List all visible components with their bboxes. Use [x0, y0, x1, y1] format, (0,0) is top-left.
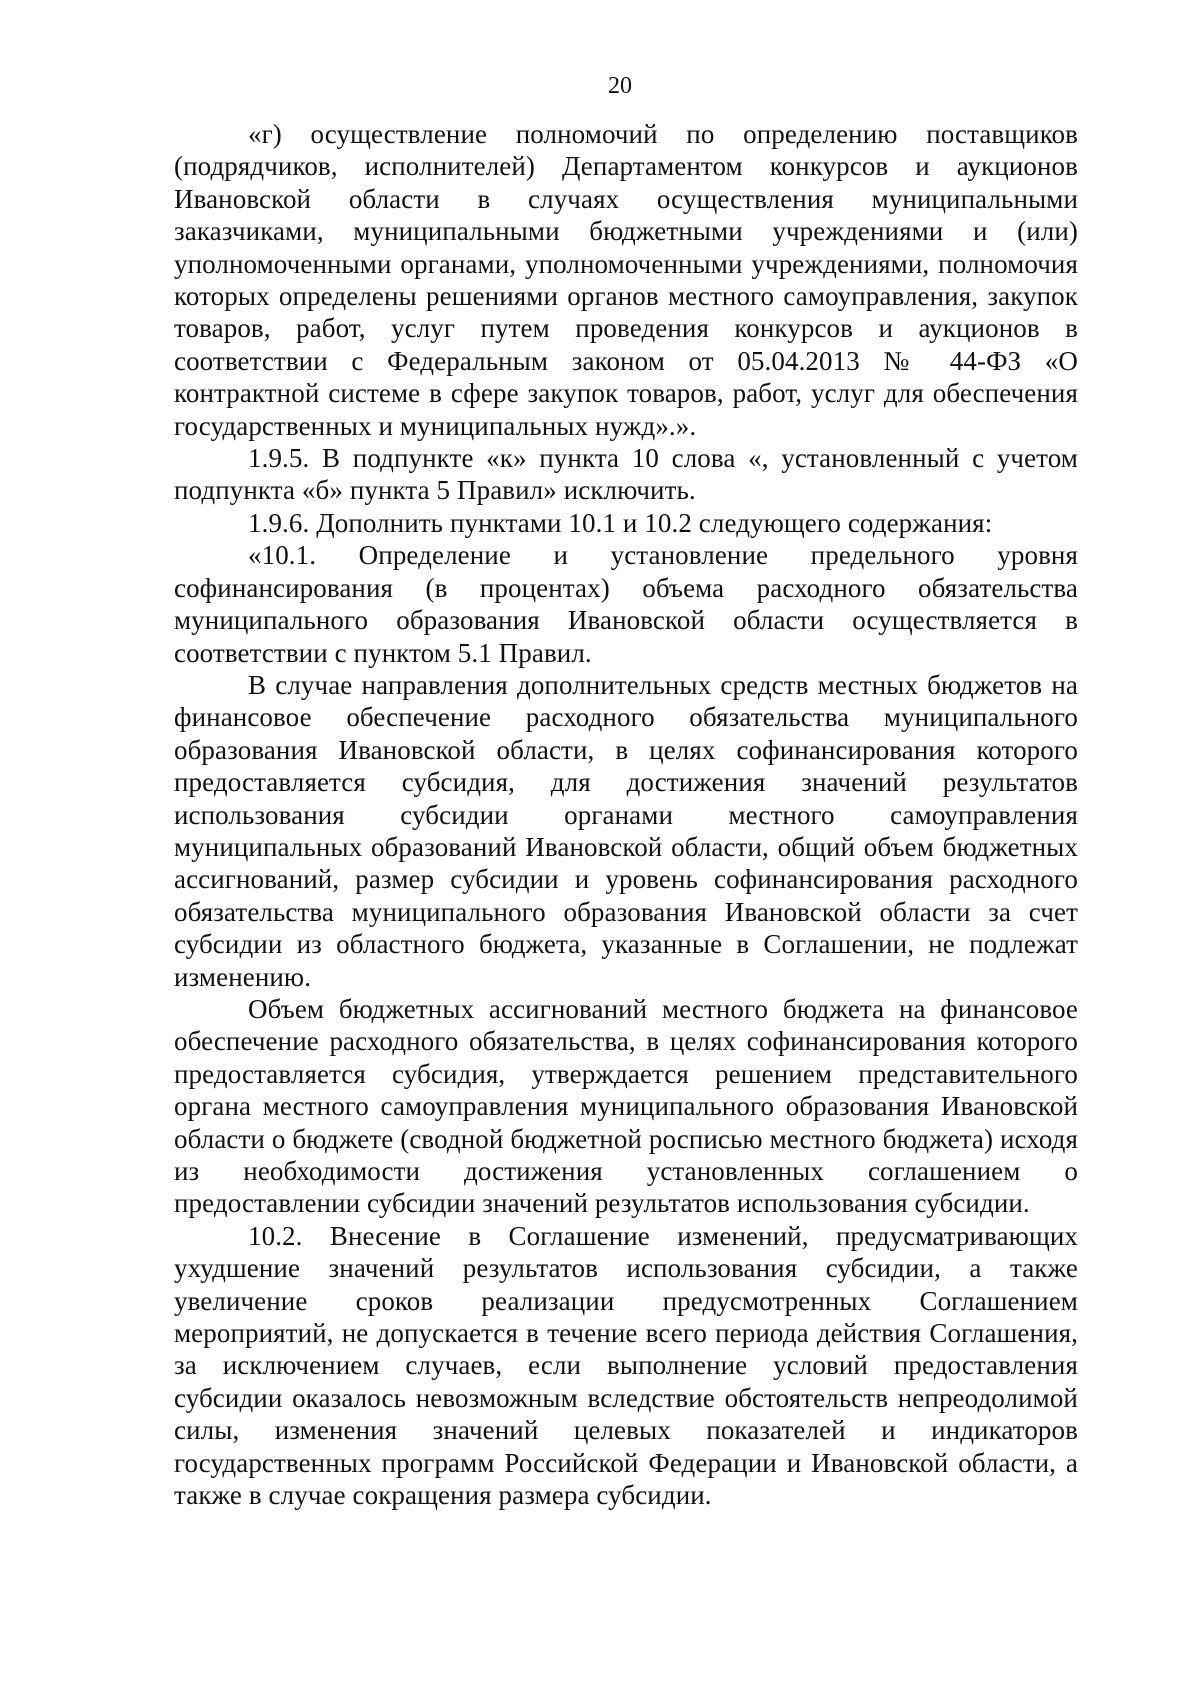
paragraph-1-9-5: 1.9.5. В подпункте «к» пункта 10 слова «, установленный с учетом подпункта «б» пункта 5 Правил» исключить.: [174, 443, 1078, 506]
page-number: 20: [608, 73, 632, 99]
paragraph-10-2: 10.2. Внесение в Соглашение изменений, предусматривающих ухудшение значений результатов использования субсидии, а также увеличение сроков реализации предусмотренных Соглашением мероприятий, не допускается в течение всего периода действия Соглашения, за исключением случаев, если выполнение условий предоставления субсидии оказалось невозможным вследствие обстоятельств непреодолимой силы, изменения значений целевых показателей и индикаторов государственных программ Российской Федерации и Ивановской области, а также в случае сокращения размера субсидии.: [174, 1220, 1078, 1511]
paragraph-budget-volume: Объем бюджетных ассигнований местного бюджета на финансовое обеспечение расходного обязательства, в целях софинансирования которого предоставляется субсидия, утверждается решением представительного органа местного самоуправления муниципального образования Ивановской области о бюджете (сводной бюджетной росписью местного бюджета) исходя из необходимости достижения установленных соглашением о предоставлении субсидии значений результатов использования субсидии.: [174, 993, 1078, 1219]
paragraph-1-9-6: 1.9.6. Дополнить пунктами 10.1 и 10.2 следующего содержания:: [248, 507, 993, 538]
document-body: [174, 118, 1078, 1511]
paragraph-10-1: «10.1. Определение и установление предельного уровня софинансирования (в процентах) объема расходного обязательства муниципального образования Ивановской области осуществляется в соответствии с пунктом 5.1 Правил.: [174, 540, 1078, 668]
paragraph-subitem-g: «г) осуществление полномочий по определению поставщиков (подрядчиков, исполнителей) Департаментом конкурсов и аукционов Ивановской области в случаях осуществления муниципальными заказчиками, муниципальными бюджетными учреждениями и (или) уполномоченными органами, уполномоченными учреждениями, полномочия которых определены решениями органов местного самоуправления, закупок товаров, работ, услуг путем проведения конкурсов и аукционов в соответствии с Федеральным законом от 05.04.2013 № 44-ФЗ «О контрактной системе в сфере закупок товаров, работ, услуг для обеспечения государственных и муниципальных нужд».».: [174, 119, 1078, 441]
paragraph-additional-funds: В случае направления дополнительных средств местных бюджетов на финансовое обеспечение расходного обязательства муниципального образования Ивановской области, в целях софинансирования которого предоставляется субсидия, для достижения значений результатов использования субсидии органами местного самоуправления муниципальных образований Ивановской области, общий объем бюджетных ассигнований, размер субсидии и уровень софинансирования расходного обязательства муниципального образования Ивановской области за счет субсидии из областного бюджета, указанные в Соглашении, не подлежат изменению.: [174, 669, 1078, 992]
